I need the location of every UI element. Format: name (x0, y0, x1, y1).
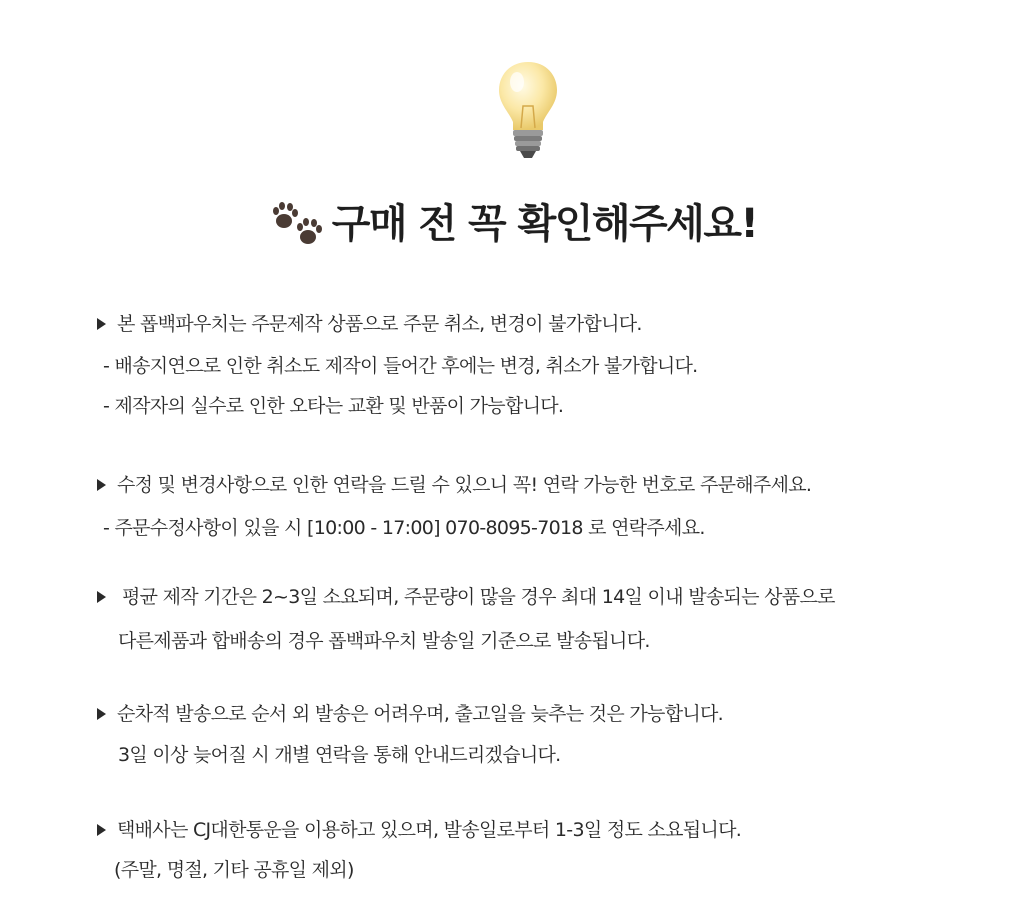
notice-sub-2-1: - 주문수정사항이 있을 시 [10:00 - 17:00] 070-8095-7018 로 연락주세요. (103, 517, 705, 539)
notice-sub-5-1: (주말, 명절, 기타 공휴일 제외) (114, 859, 354, 881)
triangle-bullet-icon (97, 591, 106, 603)
notice-main-4: 순차적 발송으로 순서 외 발송은 어려우며, 출고일을 늦추는 것은 가능합니다. (117, 703, 724, 725)
notice-sub-1-1: - 배송지연으로 인한 취소도 제작이 들어간 후에는 변경, 취소가 불가합니다. (103, 355, 698, 377)
triangle-bullet-icon (97, 479, 106, 491)
notice-main-2: 수정 및 변경사항으로 인한 연락을 드릴 수 있으니 꼭! 연락 가능한 번호로 주문해주세요. (117, 474, 812, 496)
page-title: 구매 전 꼭 확인해주세요! (331, 201, 758, 247)
triangle-bullet-icon (97, 824, 106, 836)
notice-main-5: 택배사는 CJ대한통운을 이용하고 있으며, 발송일로부터 1-3일 정도 소요됩니다. (117, 819, 742, 841)
notice-sub-3-1: 다른제품과 합배송의 경우 폽백파우치 발송일 기준으로 발송됩니다. (118, 630, 650, 652)
triangle-bullet-icon (97, 708, 106, 720)
paw-prints-icon (270, 201, 324, 247)
notice-main-3: 평균 제작 기간은 2~3일 소요되며, 주문량이 많을 경우 최대 14일 이내 발송되는 상품으로 (122, 586, 835, 608)
lightbulb-icon (495, 58, 561, 162)
title-row (0, 192, 1027, 249)
notice-main-1: 본 폽백파우치는 주문제작 상품으로 주문 취소, 변경이 불가합니다. (117, 313, 642, 335)
triangle-bullet-icon (97, 318, 106, 330)
notice-sub-1-2: - 제작자의 실수로 인한 오타는 교환 및 반품이 가능합니다. (103, 395, 564, 417)
notice-sub-4-1: 3일 이상 늦어질 시 개별 연락을 통해 안내드리겠습니다. (118, 744, 561, 766)
